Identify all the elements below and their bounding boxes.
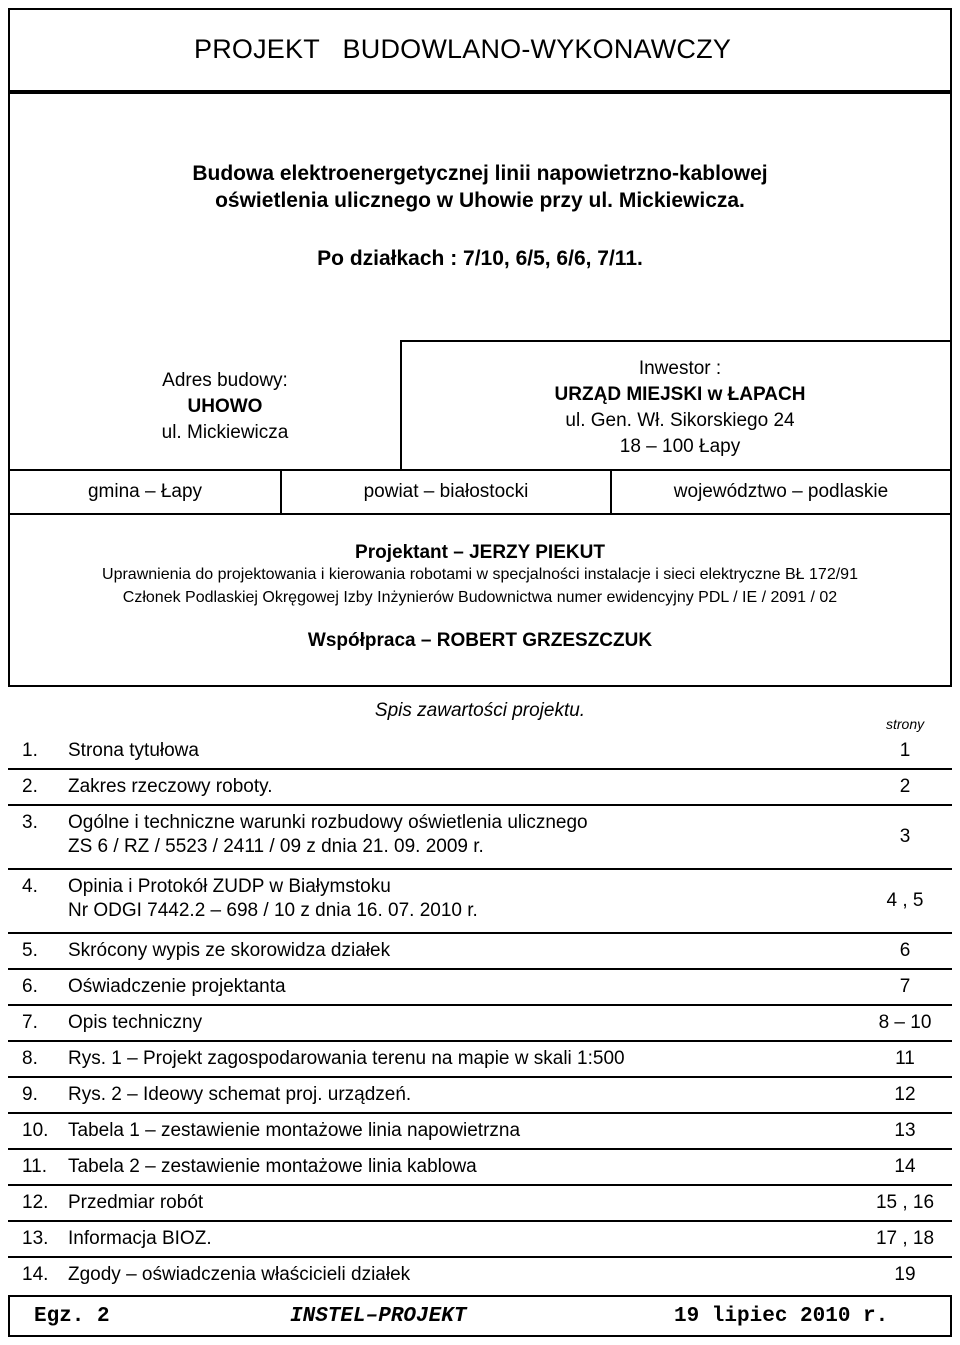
designer-license: Uprawnienia do projektowania i kierowania robotami w specjalności instalacje i sieci elektryczne BŁ 172/91 bbox=[102, 566, 858, 583]
item-text-line-1: Skrócony wypis ze skorowidza działek bbox=[68, 940, 391, 961]
investor-street: ul. Gen. Wł. Sikorskiego 24 bbox=[565, 410, 795, 431]
designer-membership: Członek Podlaskiej Okręgowej Izby Inżynierów Budownictwa numer ewidencyjny PDL / IE / 2091 / 02 bbox=[122, 589, 838, 606]
copy-number: Egz. 2 bbox=[34, 1305, 110, 1328]
investor-city: 18 – 100 Łapy bbox=[619, 436, 741, 457]
title-box bbox=[8, 8, 952, 92]
item-text-line-1: Zakres rzeczowy roboty. bbox=[68, 776, 273, 797]
item-number: 6. bbox=[22, 976, 38, 997]
location-row bbox=[10, 469, 950, 515]
item-number: 5. bbox=[22, 940, 38, 961]
item-text bbox=[68, 1228, 212, 1250]
list-item bbox=[8, 806, 952, 870]
subject-line-2: oświetlenia ulicznego w Uhowie przy ul. Mickiewicza. bbox=[215, 189, 745, 212]
item-text bbox=[68, 1156, 477, 1178]
item-text-line-1: Strona tytułowa bbox=[68, 740, 199, 761]
list-item bbox=[8, 1078, 952, 1114]
item-pages: 13 bbox=[894, 1120, 916, 1141]
item-number: 2. bbox=[22, 776, 38, 797]
item-pages: 19 bbox=[894, 1264, 916, 1285]
item-text-line-1: Tabela 2 – zestawienie montażowe linia kablowa bbox=[68, 1156, 477, 1177]
subject-line-1: Budowa elektroenergetycznej linii napowietrzno-kablowej bbox=[192, 162, 768, 185]
item-pages: 1 bbox=[899, 740, 911, 761]
plot-numbers: Po działkach : 7/10, 6/5, 6/6, 7/11. bbox=[317, 247, 643, 270]
cooperation: Współpraca – ROBERT GRZESZCZUK bbox=[307, 630, 653, 651]
gmina: gmina – Łapy bbox=[87, 481, 203, 502]
item-text bbox=[68, 1084, 411, 1106]
item-number: 8. bbox=[22, 1048, 38, 1069]
site-address-town: UHOWO bbox=[187, 396, 263, 417]
item-pages: 3 bbox=[899, 826, 911, 847]
table-of-contents bbox=[8, 734, 952, 1294]
item-text-line-1: Rys. 1 – Projekt zagospodarowania terenu na mapie w skali 1:500 bbox=[68, 1048, 625, 1069]
investor bbox=[530, 356, 830, 460]
item-text bbox=[68, 876, 478, 922]
site-address-street: ul. Mickiewicza bbox=[161, 422, 289, 443]
item-text bbox=[68, 1120, 520, 1142]
item-text bbox=[68, 740, 199, 762]
item-text-line-2: Nr ODGI 7442.2 – 698 / 10 z dnia 16. 07. 2010 r. bbox=[68, 900, 478, 921]
document-title: PROJEKT BUDOWLANO-WYKONAWCZY bbox=[194, 34, 732, 64]
pages-column-header: strony bbox=[886, 716, 925, 732]
list-item bbox=[8, 1114, 952, 1150]
investor-name: URZĄD MIEJSKI w ŁAPACH bbox=[554, 384, 806, 405]
item-pages: 15 , 16 bbox=[875, 1192, 935, 1213]
item-pages: 14 bbox=[894, 1156, 916, 1177]
designer-name: Projektant – JERZY PIEKUT bbox=[355, 542, 605, 563]
site-address bbox=[100, 368, 350, 446]
item-number: 12. bbox=[22, 1192, 49, 1213]
list-item bbox=[8, 1150, 952, 1186]
company-name: INSTEL–PROJEKT bbox=[290, 1305, 467, 1328]
item-text bbox=[68, 812, 588, 858]
item-text bbox=[68, 1192, 203, 1214]
item-text-line-1: Ogólne i techniczne warunki rozbudowy oświetlenia ulicznego bbox=[68, 812, 588, 833]
item-text bbox=[68, 940, 390, 962]
item-text bbox=[68, 976, 286, 998]
item-pages: 2 bbox=[899, 776, 911, 797]
item-text-line-1: Opis techniczny bbox=[68, 1012, 203, 1033]
item-text-line-1: Tabela 1 – zestawienie montażowe linia napowietrzna bbox=[68, 1120, 521, 1141]
item-text-line-1: Opinia i Protokół ZUDP w Białymstoku bbox=[68, 876, 391, 897]
item-number: 11. bbox=[22, 1156, 48, 1177]
list-item bbox=[8, 934, 952, 970]
list-item bbox=[8, 734, 952, 770]
item-number: 1. bbox=[22, 740, 38, 761]
item-text-line-2: ZS 6 / RZ / 5523 / 2411 / 09 z dnia 21. 09. 2009 r. bbox=[68, 836, 484, 857]
list-item bbox=[8, 1006, 952, 1042]
item-number: 9. bbox=[22, 1084, 38, 1105]
powiat: powiat – białostocki bbox=[280, 471, 610, 513]
list-item bbox=[8, 1186, 952, 1222]
item-text bbox=[68, 776, 272, 798]
item-number: 13. bbox=[22, 1228, 49, 1249]
list-item bbox=[8, 770, 952, 806]
list-item bbox=[8, 1042, 952, 1078]
wojewodztwo: województwo – podlaskie bbox=[610, 471, 950, 513]
item-text-line-1: Informacja BIOZ. bbox=[68, 1228, 212, 1249]
item-pages: 12 bbox=[894, 1084, 916, 1105]
list-item bbox=[8, 1258, 952, 1294]
issue-date: 19 lipiec 2010 r. bbox=[674, 1305, 889, 1328]
item-text-line-1: Rys. 2 – Ideowy schemat proj. urządzeń. bbox=[68, 1084, 412, 1105]
item-pages: 7 bbox=[899, 976, 911, 997]
item-number: 10. bbox=[22, 1120, 49, 1141]
item-number: 4. bbox=[22, 876, 38, 897]
item-text-line-1: Oświadczenie projektanta bbox=[68, 976, 286, 997]
item-text-line-1: Zgody – oświadczenia właścicieli działek bbox=[68, 1264, 411, 1285]
item-pages: 17 , 18 bbox=[875, 1228, 935, 1249]
item-text bbox=[68, 1012, 202, 1034]
item-pages: 8 – 10 bbox=[878, 1012, 932, 1033]
item-number: 7. bbox=[22, 1012, 38, 1033]
item-number: 14. bbox=[22, 1264, 49, 1285]
item-number: 3. bbox=[22, 812, 38, 833]
list-item bbox=[8, 1222, 952, 1258]
item-text bbox=[68, 1048, 625, 1070]
item-pages: 4 , 5 bbox=[886, 890, 924, 911]
item-pages: 11 bbox=[895, 1048, 915, 1069]
list-item bbox=[8, 870, 952, 934]
item-text-line-1: Przedmiar robót bbox=[68, 1192, 204, 1213]
item-text bbox=[68, 1264, 410, 1286]
site-address-label: Adres budowy: bbox=[162, 370, 288, 391]
project-header-box bbox=[8, 92, 952, 687]
item-pages: 6 bbox=[899, 940, 911, 961]
contents-title: Spis zawartości projektu. bbox=[374, 700, 586, 721]
footer bbox=[8, 1295, 952, 1337]
list-item bbox=[8, 970, 952, 1006]
investor-label: Inwestor : bbox=[638, 358, 722, 379]
